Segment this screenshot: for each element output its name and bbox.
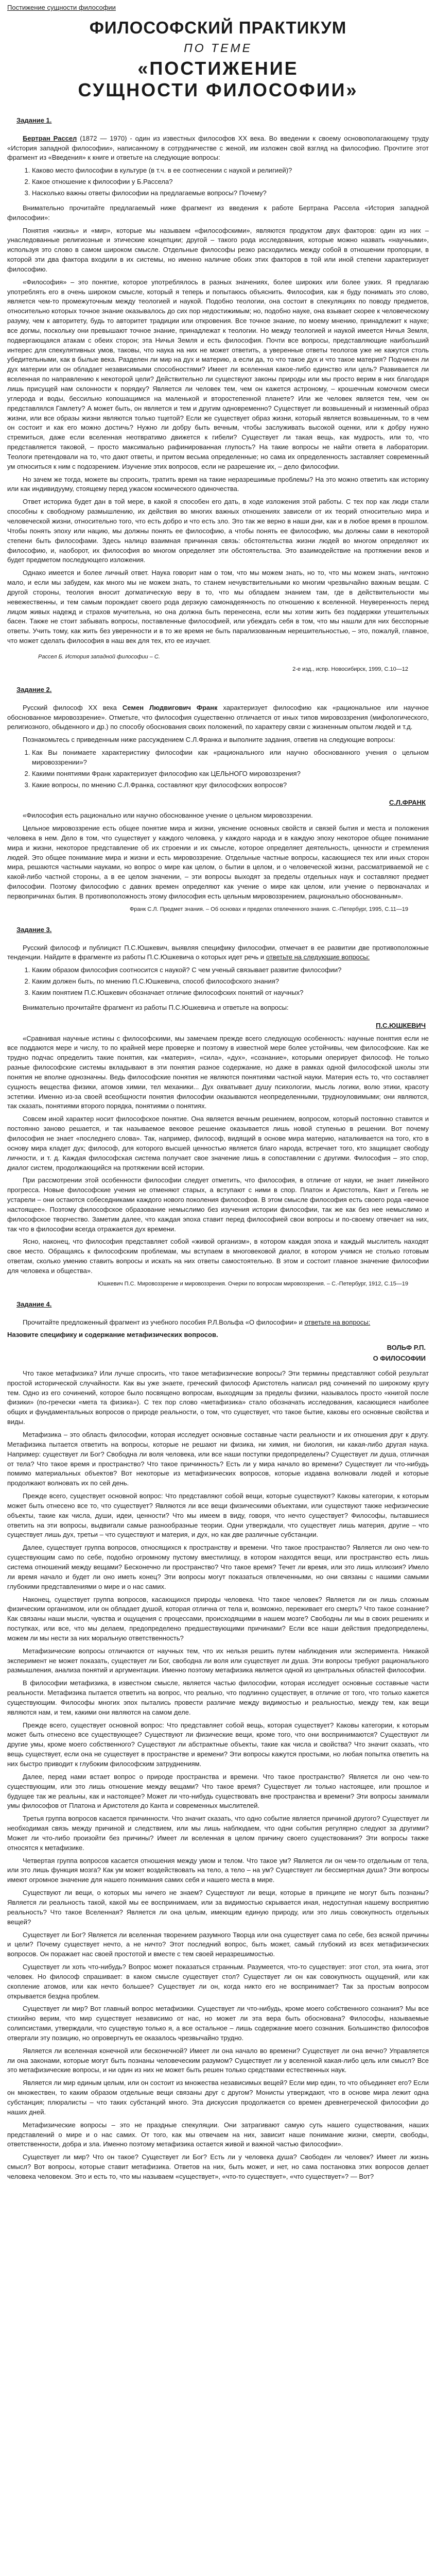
task-2-heading: Задание 2. bbox=[16, 685, 52, 693]
text-paragraph: Существует ли мир? Что он такое? Существует ли Бог? Есть ли у человека душа? Свободен ли человек? Имеет ли жизнь смысл? Вот вопросы, которые ставит метафизика. Ответов на них, быть может, и нет, но сама постановка этих вопросов делает человека человеком. Это и есть то, что мы называем «существует», «что-то существует», «что существует»? — Вот? bbox=[7, 2153, 429, 2180]
task-2 bbox=[7, 685, 429, 914]
task-4-intro-text: Прочитайте предложенный фрагмент из учебного пособия Р.Л.Вольфа «О философии» и bbox=[23, 1318, 305, 1326]
text-paragraph: Прежде всего, существует основной вопрос: Что представляют собой вещи, которые существуют? Каковы категории, к которым может быть отнесено все то, что существует? Являются ли все вещи физическими объектами, или существуют также нефизические объекты, такие как числа, души, идеи, ценности? Что мы имеем в виду, говоря, что нечто существует? Философы, пытавшиеся ответить на эти вопросы, выдвигали самые разнообразные теории. Одни утверждали, что существует лишь материя, другие – что существует лишь дух, третьи – что существуют и материя, и дух, но как две различные субстанции. bbox=[7, 1492, 429, 1539]
source-citation: Юшкевич П.С. Мировоззрение и мировоззрения. Очерки по вопросам мировоззрения. – С.-Петербург, 1912, С.15—19 bbox=[97, 1280, 408, 1287]
text-paragraph: Но зачем же тогда, можете вы спросить, тратить время на такие неразрешимые проблемы? На это можно ответить как историку или как индивидууму, стоящему перед ужасом космического одиночества. bbox=[7, 475, 429, 493]
text-paragraph: Третья группа вопросов касается причинности. Что значит сказать, что одно событие является причиной другого? Существует ли необходимая связь между причиной и следствием, или мы лишь наблюдаем, что одни события регулярно следуют за другими? Может ли что-либо произойти без причины? Имеет ли вселенная в целом причину своего существования? Эти вопросы также относятся к метафизике. bbox=[7, 1815, 429, 1852]
task-1-author: Бертран Рассел bbox=[23, 134, 77, 142]
question-item: 1. Каково место философии в культуре (в т.ч. в ее соотнесении с наукой и религией)? bbox=[32, 166, 429, 176]
task-3-heading: Задание 3. bbox=[16, 925, 52, 934]
text-paragraph: «Сравнивая научные истины с философскими, мы замечаем прежде всего следующую особенность: научные понятия если не все поддаются мере и числу, то по крайней мере проверке и поэтому в известной мере более устойчивы, чем философские. Как же трудно подчас определить такие понятия, как «материя», «сила», «дух», «сознание», которыми оперирует философ. Не только разные философские системы вкладывают в эти понятия разное содержание, но даже в рамках одной философской школы эти понятия не вполне однозначны. Ведь философские понятия не являются понятиями частной науки. Материя есть то, что составляет сущность вещества физики, атомов химии, тел механики... Дух охватывает душу психологии, мысль логики, волю этики, красоту эстетики. Именно из-за своей всеобщности понятия философии оказываются неопределенными, трудноуловимыми; они являются, так сказать, понятиями второго порядка, понятиями о понятиях. bbox=[7, 1034, 429, 1110]
title-line-4: СУЩНОСТИ ФИЛОСОФИИ» bbox=[78, 79, 358, 100]
task-4 bbox=[7, 1300, 429, 2182]
task-1-reading-intro: Внимательно прочитайте предлагаемый ниже фрагмент из введения к работе Бертрана Рассела «История западной философии»: bbox=[7, 204, 429, 222]
text-paragraph: Далее, существует группа вопросов, относящихся к пространству и времени. Что такое пространство? Является ли оно чем-то существующим само по себе, подобно огромному пустому вместилищу, в котором находятся вещи, или пространство есть лишь система отношений между вещами? Бесконечно ли пространство? Что такое время? Течет ли время, или это лишь иллюзия? Имело ли время начало и будет ли оно иметь конец? Эти вопросы могут показаться отвлеченными, но они связаны с нашими самыми глубокими представлениями о мире и о нас самих. bbox=[7, 1544, 429, 1590]
question-item: 3. Какие вопросы, по мнению С.Л.Франка, составляют круг философских вопросов? bbox=[32, 781, 429, 790]
task-4-intro bbox=[7, 1318, 429, 1328]
question-item: 3. Насколько важны ответы философии на предлагаемые вопросы? Почему? bbox=[32, 189, 429, 198]
text-paragraph: Является ли мир единым целым, или он состоит из множества независимых вещей? Если мир един, то что объединяет его? Если он множествен, то каким образом отдельные вещи связаны друг с другом? Монисты утверждают, что в основе мира лежит одна субстанция; плюралисты – что таких субстанций много. Эта дискуссия продолжается со времен древнегреческой философии до наших дней. bbox=[7, 2079, 429, 2116]
question-item: 1. Как Вы понимаете характеристику философии как «рационального или научно обоснованного учения о цельном мировоззрении»? bbox=[32, 748, 429, 768]
task-3 bbox=[7, 925, 429, 1289]
title-line-2: ПО ТЕМЕ bbox=[184, 41, 252, 55]
reading-author: С.Л.ФРАНК bbox=[389, 799, 426, 807]
text-paragraph: При рассмотрении этой особенности философии следует отметить, что философия, в отличие от науки, не знает линейного прогресса. Новые философские учения не отменяют старых, а вступают с ними в спор. Платон и Аристотель, Кант и Гегель не устарели – они остаются собеседниками каждого нового поколения философов. В этом смысле философия есть своего рода «вечное настоящее». Поэтому философское образование немыслимо без изучения истории философии, так же как без нее немыслимо и философское творчество. Заметим далее, что каждая эпоха ставит перед философией свои вопросы и по-своему отвечает на них, так что в философии всегда отражается дух времени. bbox=[7, 1176, 429, 1233]
text-paragraph: Метафизические вопросы – это не праздные спекуляции. Они затрагивают самую суть нашего существования, наших представлений о мире и о нас самих. От того, как мы отвечаем на них, зависит наше понимание жизни, смерти, свободы, ответственности, добра и зла. Именно поэтому метафизика остается живой и важной частью философии». bbox=[7, 2121, 429, 2148]
task-4-question bbox=[7, 1330, 429, 1340]
text-paragraph: Понятия «жизнь» и «мир», которые мы называем «философскими», являются продуктом двух факторов: один из них – унаследованные религиозные и этические концепции; другой – такого рода исследования, которые можно назвать «научными», используя это слово в самом широком смысле. Отдельные философы резко расходились между собой в отношении пропорции, в которой эти два фактора входили в их системы, но именно наличие обоих этих факторов в той или иной степени характеризует философию. bbox=[7, 226, 429, 273]
task-3-intro-2: Внимательно прочитайте фрагмент из работы П.С.Юшкевича и ответьте на вопросы: bbox=[23, 1003, 289, 1011]
task-4-heading: Задание 4. bbox=[16, 1300, 52, 1308]
question-item: 1. Каким образом философия соотносится с наукой? С чем ученый связывает развитие философии? bbox=[32, 965, 429, 975]
text-paragraph: Прежде всего, существует основной вопрос: Что представляет собой вещь, которая существует? Каковы категории, к которым может быть отнесено все существующее? Существуют ли физические вещи, кроме того, что они воспринимаются? Существуют ли другие умы, кроме моего собственного? Существуют ли абстрактные объекты, такие как числа и свойства? Что значит сказать, что вещь существует, если она не существует в пространстве и времени? Эти вопросы кажутся простыми, но любая попытка ответить на них быстро приводит к глубоким философским затруднениям. bbox=[7, 1721, 429, 1768]
source-citation: Франк С.Л. Предмет знания. – Об основах и пределах отвлеченного знания. С.-Петербург, 1995, С.11—19 bbox=[129, 906, 408, 912]
task-4-question-text: Назовите специфику и содержание метафизических вопросов. bbox=[7, 1331, 218, 1339]
title-line-3: «ПОСТИЖЕНИЕ bbox=[137, 58, 299, 79]
task-2-author: Семен Людвигович Франк bbox=[122, 703, 218, 711]
task-1-intro-text: (1872 — 1970) - один из известных философов XX века. Во введении к своему основополагающему труду «История западной философии», написанному в сотрудничестве с женой, им изложен свой взгляд на философию. Прочтите этот фрагмент из «Введения» к книге и ответьте на следующие вопросы: bbox=[7, 134, 429, 162]
text-paragraph: Четвертая группа вопросов касается отношения между умом и телом. Что такое ум? Является ли он чем-то отдельным от тела, или это лишь функция мозга? Как ум может воздействовать на тело, а тело – на ум? Существует ли бессмертная душа? Эти вопросы имеют огромное значение для нашего понимания самих себя и нашего места в мире. bbox=[7, 1856, 429, 1884]
text-paragraph: Метафизика – это область философии, которая исследует основные составные части реальности и их отношения друг к другу. Метафизика пытается ответить на вопросы, которые не решают ни физика, ни химия, ни биология, ни какая-либо другая наука. Например: существует ли Бог? Свободна ли воля человека, или все наши поступки предопределены? Существует ли душа, отличная от тела? Что такое время и пространство? Что такое причинность? Есть ли у мира начало во времени? Существует ли что-нибудь помимо материальных объектов? Вот некоторые из метафизических вопросов, которые издавна волновали людей и которые продолжают волновать их по сей день. bbox=[7, 1431, 429, 1487]
task-2-intro bbox=[7, 703, 429, 733]
source-details: 2-е изд., испр. Новосибирск, 1999, С.10—12 bbox=[292, 666, 408, 672]
text-paragraph: Совсем иной характер носит философское понятие. Она является вечным решением, вопросом, который постоянно ставится и постоянно заново решается, и так называемое вековое решение оказывается лишь новой ступенью в решении. Вот почему философия не знает «последнего слова». Так, например, философ, видящий в основе мира материю, наталкивается на того, кто в основу мира кладет дух; философ, для которого высшей ценностью является благо народа, встречает того, кто защищает свободу личности, и т. д. Каждая философская система получает свое значение лишь в сопоставлении с другими. Философия – это спор, диалог систем, продолжающийся на протяжении всей истории. bbox=[7, 1115, 429, 1172]
text-paragraph: Ответ историка будет дан в той мере, в какой я способен его дать, в ходе изложения этой работы. С тех пор как люди стали способны к свободному размышлению, их действия во многих важных отношениях зависели от их теорий относительно мира и человеческой жизни, относительно того, что есть добро и что есть зло. Это так же верно в наши дни, как и в любое время в прошлом. Чтобы понять эпоху или нацию, мы должны понять ее философию, а чтобы понять ее философию, мы должны сами в некоторой степени быть философами. Здесь налицо взаимная причинная связь: обстоятельства жизни людей во многом определяют их философию, и, наоборот, их философия во многом определяет эти обстоятельства. Это взаимодействие на протяжении веков и будет предметом последующего изложения. bbox=[7, 498, 429, 564]
task-2-questions bbox=[7, 748, 429, 790]
task-2-intro-text: Русский философ XX века bbox=[23, 703, 123, 711]
text-paragraph: Существует ли хоть что-нибудь? Вопрос может показаться странным. Разумеется, что-то существует: этот стол, эта книга, этот человек. Но философ спрашивает: в каком смысле существует стол? Существует ли он как совокупность ощущений, или как скопление атомов, или как нечто большее? Существует ли он, когда никто его не воспринимает? Так за простым вопросом открывается бездна проблем. bbox=[7, 1963, 429, 2000]
task-1-intro bbox=[7, 134, 429, 163]
source-citation: Рассел Б. История западной философии – С. bbox=[38, 653, 160, 660]
text-paragraph: Наконец, существует группа вопросов, касающихся природы человека. Что такое человек? Является ли он лишь сложным физическим организмом, или он обладает душой, которая отлична от тела и, возможно, переживает его смерть? Что такое сознание? Как связаны наши мысли, чувства и ощущения с процессами, происходящими в нашем мозге? Свободны ли мы в своих решениях и поступках, или все, что мы делаем, предопределено предшествующими причинами? Если все наши действия предопределены, можем ли мы нести за них моральную ответственность? bbox=[7, 1595, 429, 1642]
task-2-intro-text-2: характеризует философию как «рациональное или научное обоснованное мировоззрение». Отметьте, что философия существенно отличается от иных типов мировоззрения (мифологического, религиозного, обыденного и др.) по способу обоснования своих положений, по характеру связи с жизненным опытом людей и т.д. bbox=[7, 703, 429, 731]
question-item: 3. Каким понятием П.С.Юшкевич обозначает отличие философских понятий от научных? bbox=[32, 988, 429, 998]
text-paragraph: Существует ли Бог? Является ли вселенная творением разумного Творца или она существует сама по себе, без всякой причины и цели? Почему существует нечто, а не ничто? Этот последний вопрос, быть может, самый глубокий из всех метафизических вопросов. Он поражает нас своей простотой и вместе с тем своей неразрешимостью. bbox=[7, 1930, 429, 1958]
text-paragraph: В философии метафизика, в известном смысле, является частью философии, которая исследует основные составные части реальности. Метафизика пытается ответить на вопрос, что реально, что подлинно существует, в отличие от того, что только кажется существующим. Философы многих эпох пытались провести различие между видимостью и реальностью, между тем, как вещи являются нам, и тем, какими они являются на самом деле. bbox=[7, 1679, 429, 1716]
text-paragraph: Существуют ли вещи, о которых мы ничего не знаем? Существуют ли вещи, которые в принципе не могут быть познаны? Является ли реальность такой, какой мы ее воспринимаем, или за видимостью скрывается иная, недоступная нашему восприятию реальность? Что такое Вселенная? Является ли она целым, имеющим единую природу, или это лишь совокупность отдельных вещей? bbox=[7, 1889, 429, 1926]
title-line-1: ФИЛОСОФСКИЙ ПРАКТИКУМ bbox=[89, 18, 347, 37]
question-item: 2. Какое отношение к философии у Б.Рассела? bbox=[32, 177, 429, 187]
task-4-intro-underlined: ответьте на вопросы: bbox=[304, 1318, 371, 1326]
text-paragraph: Существует ли мир? Вот главный вопрос метафизики. Существует ли что-нибудь, кроме моего собственного сознания? Мы все стихийно верим, что мир существует независимо от нас, но может ли эта вера быть обоснована? Философы, называемые солипсистами, утверждали, что существую только я, а все остальное – лишь содержание моего сознания. Большинство философов отвергали эту позицию, но опровергнуть ее оказалось чрезвычайно трудно. bbox=[7, 2005, 429, 2042]
breadcrumb[interactable]: Постижение сущности философии bbox=[7, 4, 116, 11]
task-3-questions bbox=[7, 965, 429, 998]
task-2-intro-2: Познакомьтесь с приведенным ниже рассуждением С.Л.Франка и выполните задания, ответив на следующие вопросы: bbox=[23, 736, 395, 744]
text-paragraph: Ясно, наконец, что философия представляет собой «живой организм», в котором каждая эпоха и каждый мыслитель находят свое место. Обращаясь к философским проблемам, мы вступаем в многовековой диалог, в котором учимся не столько готовым ответам, сколько умению ставить вопросы и искать на них ответы самостоятельно. В этом и состоит главное значение философии для человека и общества». bbox=[7, 1238, 429, 1275]
task-1-questions bbox=[7, 166, 429, 198]
reading-author: ВОЛЬФ Р.П. bbox=[387, 1344, 426, 1352]
text-paragraph: Далее, перед нами встает вопрос о природе пространства и времени. Что такое пространство? Является ли оно чем-то существующим, или это лишь отношение между вещами? Что такое время? Существует ли только настоящее, или прошлое и будущее так же реальны, как и настоящее? Может ли что-нибудь существовать вне пространства и времени? Эти вопросы занимали умы философов от Платона и Аристотеля до Канта и современных мыслителей. bbox=[7, 1772, 429, 1810]
text-paragraph: «Философия» – это понятие, которое употреблялось в разных значениях, более широких или более узких. Я предлагаю употреблять его в очень широком смысле, который я теперь и попытаюсь объяснить. Философия, как я буду понимать это слово, является чем-то промежуточным между теологией и наукой. Подобно теологии, она состоит в спекуляциях по поводу предметов, относительно которых точное знание оказывалось до сих пор недостижимым; но, подобно науке, она взывает скорее к человеческому разуму, чем к авторитету, будь то авторитет традиции или откровения. Все точное знание, по моему мнению, принадлежит к науке; все догмы, поскольку они превышают точное знание, принадлежат к теологии. Но между теологией и наукой имеется Ничья Земля, подвергающаяся атакам с обеих сторон; эта Ничья Земля и есть философия. Почти все вопросы, представляющие наибольший интерес для спекулятивных умов, таковы, что наука на них не может ответить, а уверенные ответы теологов уже не кажутся столь убедительными, как в былые века. Разделен ли мир на дух и материю, а если да, то что такое дух и что такое материя? Подчинен ли дух материи или он обладает независимыми способностями? Имеет ли вселенная какое-либо единство или цель? Развивается ли вселенная по направлению к некоторой цели? Действительно ли существуют законы природы или мы просто верим в них благодаря лишь присущей нам склонности к порядку? Является ли человек тем, чем он кажется астроному, – крошечным комочком смеси углерода и воды, бессильно копошащимся на маленькой и второстепенной планете? Или же человек является тем, чем он представлялся Гамлету? А может быть, он является и тем и другим одновременно? Существует ли возвышенный и низменный образ жизни, или все образы жизни являются только тщетой? Если же существует образ жизни, который является возвышенным, то в чем он состоит и как его можно достичь? Нужно ли добру быть вечным, чтобы заслуживать высокой оценки, или к добру нужно стремиться, даже если вселенная неотвратимо движется к гибели? Существует ли такая вещь, как мудрость, или то, что представляется таковой, – просто максимально рафинированная глупость? На такие вопросы не найти ответа в лаборатории. Теологи претендовали на то, что дают ответы, и притом весьма определенные; но сама их определенность заставляет современный ум относиться к ним с подозрением. Изучение этих вопросов, если не разрешение их, – дело философии. bbox=[7, 278, 429, 470]
text-paragraph: «Философия есть рационально или научно обоснованное учение о цельном мировоззрении. bbox=[23, 811, 313, 820]
text-paragraph: Цельное мировоззрение есть общее понятие мира и жизни, уяснение основных свойств и связей бытия и места и положения человека в нем. Дело в том, что существует у каждого человека, у каждого народа и в каждую эпоху некоторое общее понимание мира и жизни, некоторое представление об их строении и их смысле, которое определяет деятельность, ценности и стремления людей. Это общее понимание мира и жизни и есть мировоззрение. Отдельные частные вопросы, касающиеся тех или иных сторон мира, решаются частными науками, но вопрос о мире как целом, о бытии в целом, и о человеческой жизни, рассматриваемой не с какой-либо частной стороны, а в ее целом значении, – эти вопросы выходят за пределы отдельных наук и составляют предмет философии. Поэтому философию с давних времен определяют как учение о мире как целом, или учение о первоначалах и первопричинах бытия. В противоположность этому философия есть цельным мировоззрением, рационально обоснованным». bbox=[7, 824, 429, 900]
task-3-intro-text: Русский философ и публицист П.С.Юшкевич, выявляя специфику философии, отмечает в ее развитии две противоположные тенденции. Найдите в фрагменте из работы П.С.Юшкевича о которых идет речь и bbox=[7, 943, 429, 961]
text-paragraph: Что такое метафизика? Или лучше спросить, что такое метафизические вопросы? Эти термины представляют собой результат простой исторической случайности. Как вы уже знаете, греческий философ Аристотель написал ряд сочинений по широкому кругу тем. Одно из его сочинений, которое было посвящено вопросам, выходящим за пределы физики, называлось просто «книгой после физики» (по-гречески «мета та физика»). С тех пор слово «метафизика» стало обозначать исследования, касающиеся наиболее общих и фундаментальных вопросов о природе реальности, о том, что существует, что такое бытие, каковы его основные свойства и виды. bbox=[7, 1369, 429, 1426]
task-1-heading: Задание 1. bbox=[16, 116, 52, 124]
task-3-intro-underlined: ответьте на следующие вопросы: bbox=[266, 953, 370, 961]
text-paragraph: Является ли вселенная конечной или бесконечной? Имеет ли она начало во времени? Существует ли она вечно? Управляется ли она законами, которые могут быть познаны человеческим разумом? Существует ли у вселенной какая-либо цель или смысл? Все это метафизические вопросы, и ни один из них не может быть решен только средствами естественных наук. bbox=[7, 2046, 429, 2074]
text-paragraph: Метафизические вопросы отличаются от научных тем, что их нельзя решить путем наблюдения или эксперимента. Никакой эксперимент не может показать, существует ли Бог, свободна ли воля или существует ли душа. Эти вопросы требуют рационального размышления, анализа понятий и аргументации. Именно поэтому метафизика является одной из центральных областей философии. bbox=[7, 1647, 429, 1674]
task-1 bbox=[7, 116, 429, 674]
question-item: 2. Каким должен быть, по мнению П.С.Юшкевича, способ философского знания? bbox=[32, 977, 429, 987]
text-paragraph: Однако имеется и более личный ответ. Наука говорит нам о том, что мы можем знать, но то, что мы можем знать, ничтожно мало, и если мы забудем, как много мы не можем знать, то станем нечувствительными ко многим чрезвычайно важным вещам. С другой стороны, теология вносит догматическую веру в то, что мы обладаем знанием там, где в действительности мы невежественны, и тем самым порождает своего рода дерзкую самонадеянность по отношению к вселенной. Неуверенность перед лицом живых надежд и страхов мучительна, но она должна быть перенесена, если мы хотим жить без поддержки утешительных басен. Также не стоит забывать вопросы, поставленные философией, или убеждать себя в том, что мы нашли для них бесспорные ответы. Учить тому, как жить без уверенности и в то же время не быть парализованным нерешительностью, – это, пожалуй, главное, что может сделать философия в наш век для тех, кто ее изучает. bbox=[7, 569, 429, 645]
document-title bbox=[7, 18, 429, 100]
question-item: 2. Какими понятиями Франк характеризует философию как ЦЕЛЬНОГО мировоззрения? bbox=[32, 769, 429, 779]
task-3-intro bbox=[7, 943, 429, 963]
reading-author: П.С.ЮШКЕВИЧ bbox=[376, 1021, 426, 1029]
reading-title: О ФИЛОСОФИИ bbox=[373, 1354, 426, 1363]
